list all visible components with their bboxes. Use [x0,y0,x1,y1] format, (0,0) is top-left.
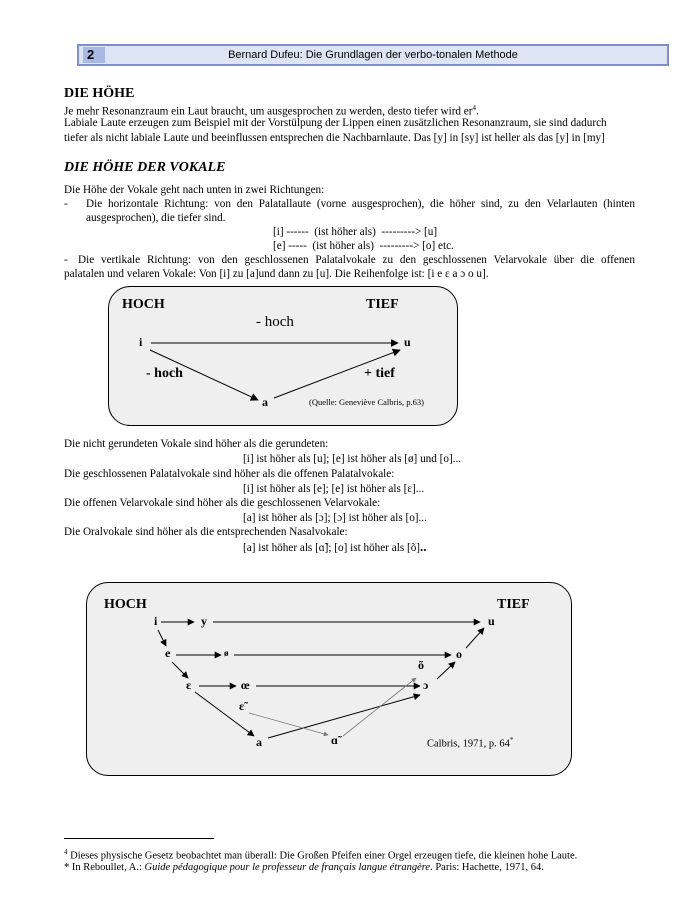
arrow-o-u [466,628,484,648]
book-title: Guide pédagogique pour le professeur de français langue étrangère [144,862,431,873]
paragraph-line: Labiale Laute erzeugen zum Beispiel mit der Vorstülpung der Lippen einen zusätzlichen Resonanzraum, sie sind dadurch [64,117,607,129]
vowel-oe-open: œ [241,678,250,692]
vowel-i: i [139,335,143,349]
vowel-a: a [256,735,262,749]
comparison-example: [a] ist höher als [ɔ]; [ɔ] ist höher als [o]... [243,512,427,524]
arrow-a-openo [268,695,420,738]
section-title-vokale: DIE HÖHE DER VOKALE [64,160,226,175]
vowel-a: a [262,395,268,409]
text: . Paris: Hachette, 1971, 64. [430,862,544,873]
text: . [476,105,479,118]
footnote-ref: 4 [472,104,477,112]
label-hoch: HOCH [122,297,165,312]
text: Je mehr Resonanzraum ein Laut braucht, um ausgesprochen zu werden, desto tiefer wird er [64,105,473,118]
paragraph-line: Die Höhe der Vokale geht nach unten in zwei Richtungen: [64,184,325,196]
diagram1-source: (Quelle: Geneviève Calbris, p.63) [309,397,424,407]
text: Calbris, 1971, p. 64 [427,738,510,750]
comparison-text: Die Oralvokale sind höher als die entsprechenden Nasalvokale: [64,526,348,538]
text: [a] ist höher als [ɑ̃]; [o] ist höher als [õ] [243,542,421,554]
vowel-y: y [201,614,207,628]
vowel-i: i [154,614,158,628]
dots-mark: .. [420,539,427,554]
paragraph-line: tiefer als nicht labiale Laute und beeinflussen entsprechen die Nachbarnlaute. Das [y] in [sy] ist heller als das [y] in [my] [64,132,605,144]
arrow-anasal-onasal [343,678,416,736]
arrow-openo-o [437,662,455,679]
paragraph-line: ausgesprochen), die tiefer sind. [86,212,226,224]
vowel-u: u [488,614,495,628]
vowel-o-nasal: õ [418,658,424,672]
vowel-open-o: ɔ [423,678,429,692]
vowel-oe-closed: ø [224,648,229,658]
paragraph-line: Die vertikale Richtung: von den geschlossenen Palatalvokale zu den geschlossenen Velarvokale über die offenen [78,254,635,266]
footnote-star [64,862,544,873]
label-tief: TIEF [497,597,530,612]
text: * In Reboullet, A.: [64,862,145,873]
section-title-hoehe: DIE HÖHE [64,86,135,101]
arrow-e-eps [172,662,188,678]
comparison-text: Die nicht gerundeten Vokale sind höher als die gerundeten: [64,438,329,450]
bullet-dash: - [64,254,68,266]
vowel-epsilon: ɛ [186,678,192,692]
example-line: [i] ------ (ist höher als) ---------> [u] [273,226,438,238]
diagram2-source [427,736,513,750]
label-plus-tief: + tief [364,366,395,381]
page-number: 2 [83,47,105,63]
label-minus-hoch-left: - hoch [146,366,183,381]
vowel-u: u [404,335,411,349]
arrow-i-e [158,630,166,646]
label-minus-hoch-top: - hoch [256,314,294,330]
vowel-epsilon-nasal: ɛ̃ [239,699,245,713]
vowel-o: o [456,647,462,661]
comparison-example: [i] ist höher als [e]; [e] ist höher als [ɛ]... [243,483,425,495]
example-line: [e] ----- (ist höher als) ---------> [o] etc. [273,240,454,252]
footnote-separator [64,838,214,839]
comparison-text: Die geschlossenen Palatalvokale sind höher als die offenen Palatalvokale: [64,468,395,480]
vowel-e: e [165,646,171,660]
footnote-number: 4 [64,848,68,856]
arrow-eps-a [195,692,254,736]
paragraph-line: palatalen und velaren Vokale: Von [i] zu [a]und dann zu [u]. Die Reihenfolge ist: [i e ɛ a ɔ o u]. [64,268,489,280]
comparison-example: [i] ist höher als [u]; [e] ist höher als [ø] und [o]... [243,453,462,465]
paragraph-line: Die horizontale Richtung: von den Palatallaute (vorne ausgesprochen), die höher sind, zu den Velarlauten (hinten [86,198,635,210]
label-tief: TIEF [366,297,399,312]
footnote-4 [64,848,577,862]
header-title: Bernard Dufeu: Die Grundlagen der verbo-tonalen Methode [228,49,518,61]
text: Dieses physische Gesetz beobachtet man überall: Die Großen Pfeifen einer Orgel erzeugen tiefe, die kleinen hohe Laute. [67,850,578,862]
label-hoch: HOCH [104,597,147,612]
footnote-ref: * [509,736,514,744]
vowel-a-nasal: ɑ̃ [331,733,338,747]
bullet-dash: - [64,198,68,210]
comparison-text: Die offenen Velarvokale sind höher als die geschlossenen Velarvokale: [64,497,381,509]
